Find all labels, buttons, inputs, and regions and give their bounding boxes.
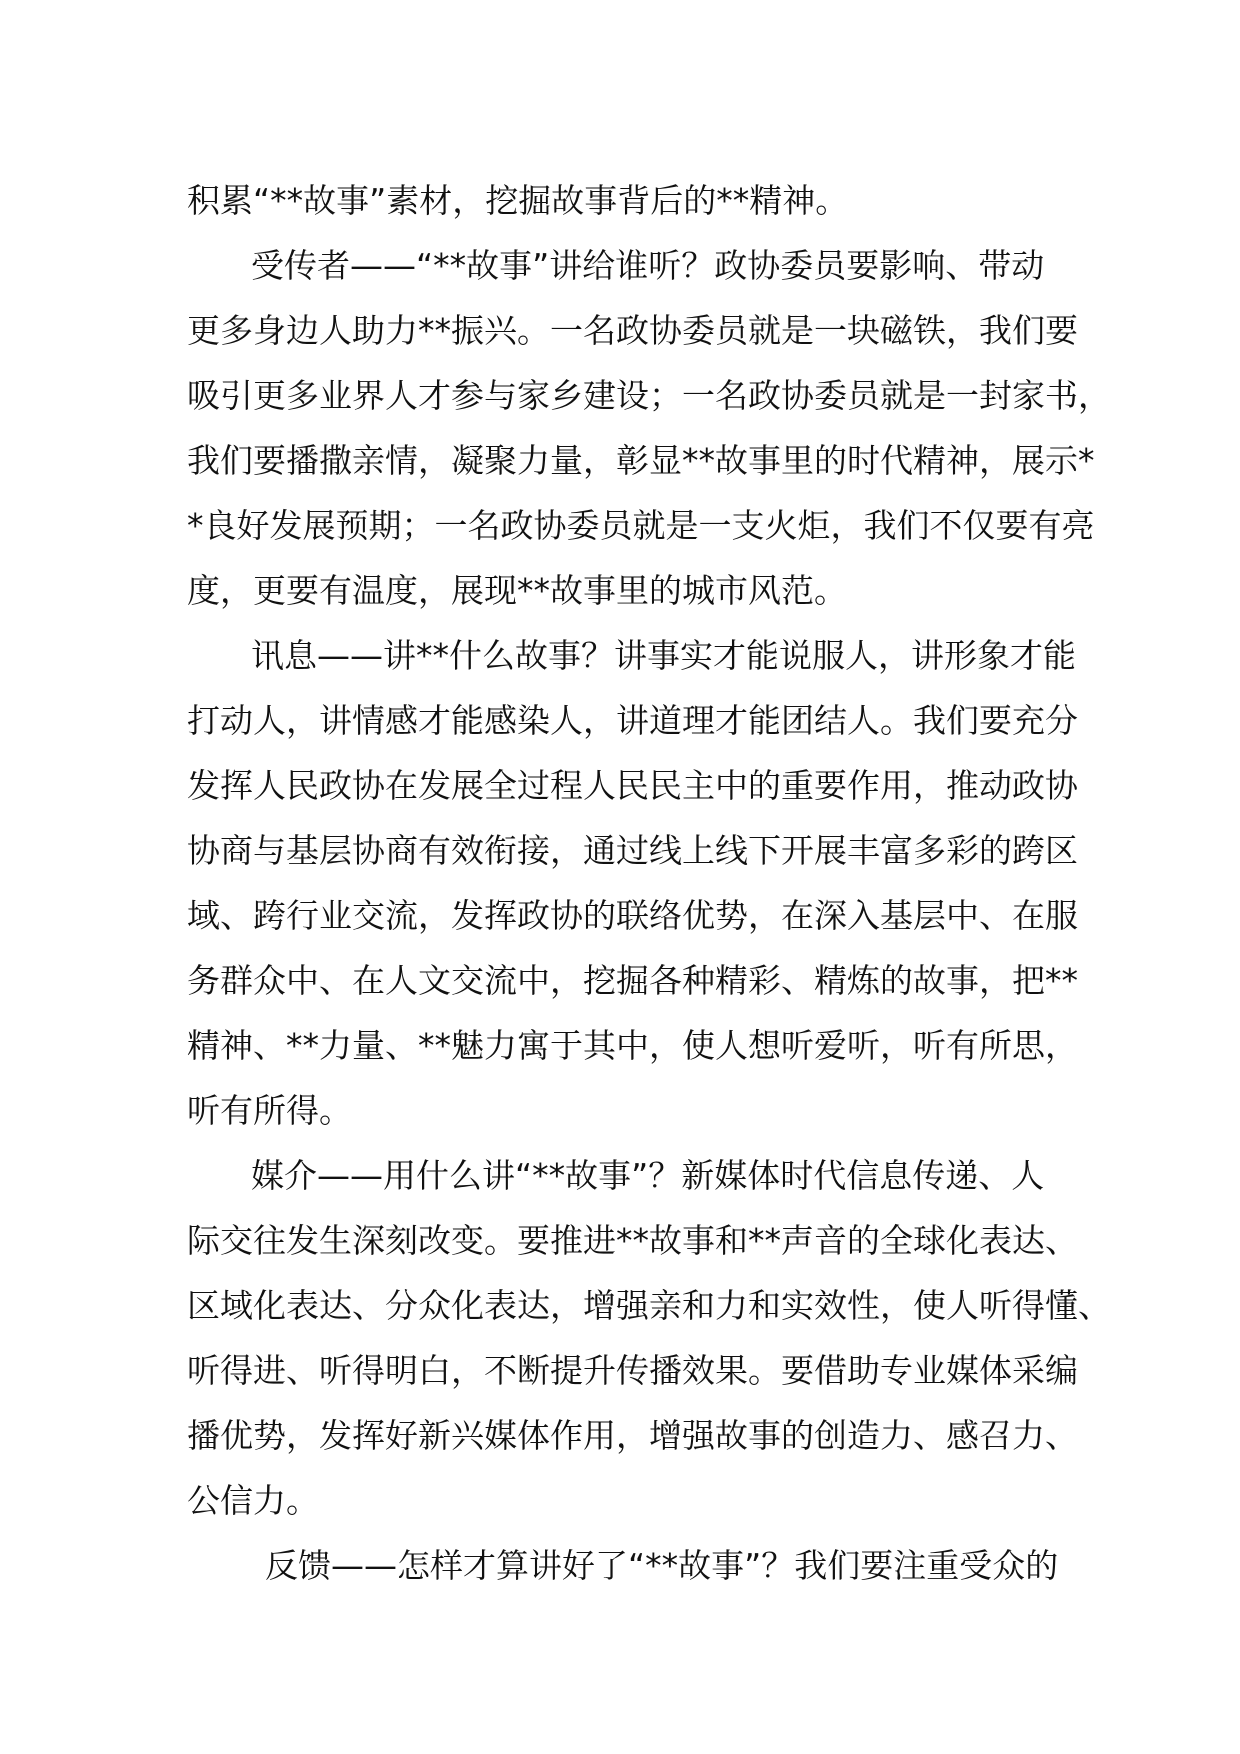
text-line: 积累“**故事”素材，挖掘故事背后的**精神。 (187, 181, 849, 220)
text-line: 播优势，发挥好新兴媒体作用，增强故事的创造力、感召力、 (187, 1416, 1078, 1455)
paragraph-start-line: 媒介——用什么讲“**故事”？新媒体时代信息传递、人 (251, 1156, 1045, 1195)
document-body (187, 168, 1111, 1598)
text-line: 打动人，讲情感才能感染人，讲道理才能团结人。我们要充分 (187, 701, 1078, 740)
paragraph-start-line: 讯息——讲**什么故事？讲事实才能说服人，讲形象才能 (251, 636, 1076, 675)
paragraph-start-line: 反馈——怎样才算讲好了“**故事”？我们要注重受众的 (265, 1546, 1059, 1585)
text-line: 际交往发生深刻改变。要推进**故事和**声音的全球化表达、 (187, 1221, 1078, 1260)
text-line: 听得进、听得明白，不断提升传播效果。要借助专业媒体采编 (187, 1351, 1078, 1390)
text-line: 我们要播撒亲情，凝聚力量，彰显**故事里的时代精神，展示* (187, 441, 1095, 480)
paragraph-start-line: 受传者——“**故事”讲给谁听？政协委员要影响、带动 (251, 246, 1045, 285)
text-line: 精神、**力量、**魅力寓于其中，使人想听爱听，听有所思， (187, 1026, 1078, 1065)
text-line: 协商与基层协商有效衔接，通过线上线下开展丰富多彩的跨区 (187, 831, 1078, 870)
text-line: *良好发展预期；一名政协委员就是一支火炬，我们不仅要有亮 (187, 506, 1095, 545)
text-line: 度，更要有温度，展现**故事里的城市风范。 (187, 571, 847, 610)
text-line: 吸引更多业界人才参与家乡建设；一名政协委员就是一封家书， (187, 376, 1111, 415)
text-line: 域、跨行业交流，发挥政协的联络优势，在深入基层中、在服 (187, 896, 1078, 935)
text-line: 更多身边人助力**振兴。一名政协委员就是一块磁铁，我们要 (187, 311, 1078, 350)
text-line: 务群众中、在人文交流中，挖掘各种精彩、精炼的故事，把** (187, 961, 1078, 1000)
text-line: 听有所得。 (187, 1091, 352, 1130)
text-line: 发挥人民政协在发展全过程人民民主中的重要作用，推动政协 (187, 766, 1078, 805)
text-line: 公信力。 (187, 1481, 319, 1520)
text-line: 区域化表达、分众化表达，增强亲和力和实效性，使人听得懂、 (187, 1286, 1111, 1325)
